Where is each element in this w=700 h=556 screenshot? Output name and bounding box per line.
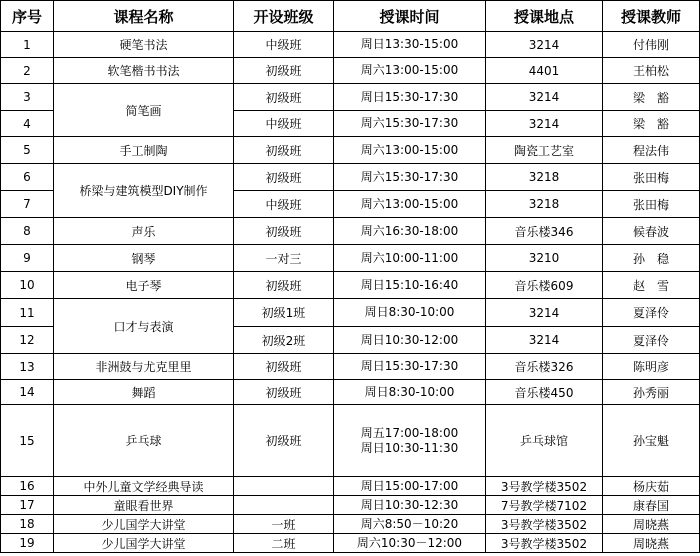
teacher-name: 夏泽伶 [603, 299, 700, 327]
header-course-name: 课程名称 [54, 1, 234, 32]
table-row [1, 58, 700, 84]
class-time [334, 515, 486, 534]
row-number: 7 [1, 191, 54, 218]
class-place: 3218 [486, 191, 603, 218]
teacher-name: 王柏松 [603, 58, 700, 84]
row-number: 11 [1, 299, 54, 327]
table-row [1, 84, 700, 111]
row-number: 5 [1, 137, 54, 164]
time-line: 周日15:30-17:30 [360, 359, 459, 373]
table-row [1, 245, 700, 272]
class-time [334, 327, 486, 354]
teacher-name: 孙宝魁 [603, 405, 700, 477]
header-no: 序号 [1, 1, 54, 32]
class-level: 初级班 [234, 218, 334, 245]
class-time [334, 534, 486, 553]
time-line: 周日13:30-15:00 [360, 37, 459, 51]
row-number: 12 [1, 327, 54, 354]
class-level: 中级班 [234, 191, 334, 218]
class-level: 初级1班 [234, 299, 334, 327]
class-place: 7号教学楼7102 [486, 496, 603, 515]
teacher-name: 康春国 [603, 496, 700, 515]
class-level: 初级班 [234, 58, 334, 84]
teacher-name: 赵 雪 [603, 272, 700, 299]
course-name: 声乐 [54, 218, 234, 245]
class-level [234, 477, 334, 496]
class-place: 3214 [486, 299, 603, 327]
class-place: 音乐楼609 [486, 272, 603, 299]
class-place: 3214 [486, 111, 603, 137]
teacher-name: 梁 豁 [603, 84, 700, 111]
course-name: 钢琴 [54, 245, 234, 272]
table-row [1, 380, 700, 405]
time-line: 周六10:30－12:00 [356, 535, 463, 550]
table-row [1, 515, 700, 534]
teacher-name: 张田梅 [603, 191, 700, 218]
class-time [334, 58, 486, 84]
time-line: 周日15:00-17:00 [360, 478, 459, 493]
row-number: 17 [1, 496, 54, 515]
class-place: 音乐楼346 [486, 218, 603, 245]
class-place: 乒乓球馆 [486, 405, 603, 477]
row-number: 14 [1, 380, 54, 405]
course-name: 非洲鼓与尤克里里 [54, 354, 234, 380]
teacher-name: 梁 豁 [603, 111, 700, 137]
row-number: 8 [1, 218, 54, 245]
time-line: 周六15:30-17:30 [360, 116, 459, 130]
row-number: 9 [1, 245, 54, 272]
header-teacher: 授课教师 [603, 1, 700, 32]
table-row [1, 32, 700, 58]
course-name: 少儿国学大讲堂 [54, 515, 234, 534]
course-name: 硬笔书法 [54, 32, 234, 58]
course-name: 童眼看世界 [54, 496, 234, 515]
row-number: 2 [1, 58, 54, 84]
teacher-name: 陈明彦 [603, 354, 700, 380]
teacher-name: 杨庆茹 [603, 477, 700, 496]
class-level: 初级班 [234, 84, 334, 111]
class-place: 3214 [486, 327, 603, 354]
class-level: 初级班 [234, 380, 334, 405]
teacher-name: 程法伟 [603, 137, 700, 164]
course-name: 手工制陶 [54, 137, 234, 164]
class-place: 3号教学楼3502 [486, 534, 603, 553]
class-place: 音乐楼450 [486, 380, 603, 405]
class-level: 初级班 [234, 272, 334, 299]
header-place: 授课地点 [486, 1, 603, 32]
course-name: 中外儿童文学经典导读 [54, 477, 234, 496]
class-place: 3214 [486, 32, 603, 58]
course-name: 少儿国学大讲堂 [54, 534, 234, 553]
class-time [334, 32, 486, 58]
class-level: 二班 [234, 534, 334, 553]
table-row [1, 496, 700, 515]
class-place: 音乐楼326 [486, 354, 603, 380]
class-time [334, 496, 486, 515]
time-line: 周六16:30-18:00 [360, 223, 459, 238]
class-place: 3218 [486, 164, 603, 191]
class-level: 初级班 [234, 164, 334, 191]
course-name: 简笔画 [54, 84, 234, 137]
time-line: 周五17:00-18:00 [360, 425, 459, 440]
class-time [334, 218, 486, 245]
row-number: 13 [1, 354, 54, 380]
table-row [1, 218, 700, 245]
class-time [334, 380, 486, 405]
teacher-name: 周晓燕 [603, 515, 700, 534]
class-time [334, 164, 486, 191]
table-row [1, 354, 700, 380]
teacher-name: 候春波 [603, 218, 700, 245]
class-time [334, 299, 486, 327]
class-level [234, 496, 334, 515]
course-name: 电子琴 [54, 272, 234, 299]
time-line: 周日10:30-12:00 [360, 332, 459, 347]
course-name: 乒乓球 [54, 405, 234, 477]
row-number: 19 [1, 534, 54, 553]
class-time [334, 405, 486, 477]
row-number: 4 [1, 111, 54, 137]
time-line: 周六8:50－10:20 [360, 516, 459, 531]
table-row [1, 477, 700, 496]
course-name: 口才与表演 [54, 299, 234, 354]
teacher-name: 夏泽伶 [603, 327, 700, 354]
class-time [334, 84, 486, 111]
time-line: 周日8:30-10:00 [364, 384, 455, 399]
row-number: 16 [1, 477, 54, 496]
class-place: 3号教学楼3502 [486, 515, 603, 534]
table-row [1, 534, 700, 553]
course-name: 软笔楷书书法 [54, 58, 234, 84]
table-row [1, 272, 700, 299]
class-place: 3210 [486, 245, 603, 272]
header-row [1, 1, 700, 32]
row-number: 1 [1, 32, 54, 58]
class-time [334, 272, 486, 299]
class-time [334, 245, 486, 272]
teacher-name: 张田梅 [603, 164, 700, 191]
class-level: 一对三 [234, 245, 334, 272]
class-place: 3214 [486, 84, 603, 111]
row-number: 15 [1, 405, 54, 477]
table-row [1, 299, 700, 327]
header-time: 授课时间 [334, 1, 486, 32]
class-place: 4401 [486, 58, 603, 84]
table-row [1, 137, 700, 164]
class-time [334, 111, 486, 137]
teacher-name: 付伟刚 [603, 32, 700, 58]
class-time [334, 137, 486, 164]
row-number: 18 [1, 515, 54, 534]
class-level: 中级班 [234, 111, 334, 137]
course-name: 桥梁与建筑模型DIY制作 [54, 164, 234, 218]
time-line: 周日8:30-10:00 [364, 305, 455, 319]
class-level: 中级班 [234, 32, 334, 58]
teacher-name: 孙秀丽 [603, 380, 700, 405]
class-level: 初级2班 [234, 327, 334, 354]
time-line: 周六13:00-15:00 [360, 196, 459, 211]
header-class-level: 开设班级 [234, 1, 334, 32]
class-level: 初级班 [234, 354, 334, 380]
class-time [334, 191, 486, 218]
class-level: 初级班 [234, 405, 334, 477]
time-line: 周日10:30-11:30 [360, 440, 459, 455]
time-line: 周日15:10-16:40 [360, 277, 459, 292]
class-level: 一班 [234, 515, 334, 534]
class-time [334, 354, 486, 380]
class-level: 初级班 [234, 137, 334, 164]
course-name: 舞蹈 [54, 380, 234, 405]
teacher-name: 周晓燕 [603, 534, 700, 553]
time-line: 周六13:00-15:00 [360, 63, 459, 77]
class-place: 陶瓷工艺室 [486, 137, 603, 164]
row-number: 6 [1, 164, 54, 191]
time-line: 周日15:30-17:30 [360, 89, 459, 104]
time-line: 周六15:30-17:30 [360, 169, 459, 184]
class-time [334, 477, 486, 496]
time-line: 周六10:00-11:00 [360, 250, 459, 265]
row-number: 10 [1, 272, 54, 299]
teacher-name: 孙 稳 [603, 245, 700, 272]
class-place: 3号教学楼3502 [486, 477, 603, 496]
table-row [1, 405, 700, 477]
time-line: 周日10:30-12:30 [360, 497, 459, 512]
time-line: 周六13:00-15:00 [360, 142, 459, 157]
row-number: 3 [1, 84, 54, 111]
table-row [1, 164, 700, 191]
